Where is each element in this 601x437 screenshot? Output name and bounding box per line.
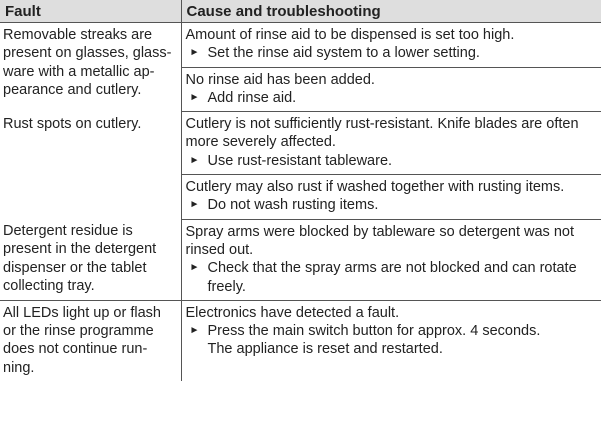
cause-text: Cutlery is not sufficiently rust-resistant. Knife blades are often more severely affected. xyxy=(185,116,579,151)
fault-cell xyxy=(0,300,181,381)
cause-text: Spray arms were blocked by tableware so detergent was not rinsed out. xyxy=(185,223,574,258)
remedy-item xyxy=(186,89,597,107)
fault-text-line: present in the detergent xyxy=(3,241,157,258)
fault-text-line: collecting tray. xyxy=(3,278,95,295)
column-header-cause: Cause and troubleshooting xyxy=(181,0,601,23)
fault-text-line: ware with a metallic ap- xyxy=(3,63,155,80)
triangle-right-icon: ► xyxy=(189,154,200,166)
cause-text: No rinse aid has been added. xyxy=(185,71,375,88)
cause-text: Electronics have detected a fault. xyxy=(185,304,400,321)
fault-text-line: pearance and cutlery. xyxy=(3,81,142,98)
triangle-right-icon: ► xyxy=(189,199,200,211)
cause-cell xyxy=(181,175,601,220)
fault-text-line: or the rinse programme xyxy=(3,323,154,340)
cause-cell xyxy=(181,23,601,68)
remedy-item xyxy=(186,322,597,359)
cause-cell xyxy=(181,67,601,112)
fault-text-line: Detergent residue is xyxy=(3,223,133,240)
cause-text: Amount of rinse aid to be dispensed is set too high. xyxy=(185,27,515,43)
fault-text-line: Rust spots on cutlery. xyxy=(3,115,142,132)
cause-cell xyxy=(181,300,601,381)
fault-text-line: does not continue run- xyxy=(3,341,148,358)
remedy-text: Press the main switch button for approx. 4 seconds. xyxy=(207,323,541,340)
table-row xyxy=(0,23,601,68)
fault-cell xyxy=(0,23,181,112)
fault-text-line: All LEDs light up or flash xyxy=(3,304,161,321)
triangle-right-icon: ► xyxy=(189,47,200,59)
fault-cell xyxy=(0,112,181,219)
fault-cell xyxy=(0,219,181,300)
table-row xyxy=(0,112,601,175)
remedy-item xyxy=(186,259,597,296)
table-header-row xyxy=(0,0,601,23)
triangle-right-icon: ► xyxy=(189,325,200,337)
remedy-text: Use rust-resistant tableware. xyxy=(207,152,393,169)
table-row xyxy=(0,300,601,381)
fault-text-line: dispenser or the tablet xyxy=(3,259,147,276)
table-row xyxy=(0,219,601,300)
remedy-text: Add rinse aid. xyxy=(207,89,297,106)
triangle-right-icon: ► xyxy=(189,262,200,274)
remedy-item xyxy=(186,152,597,170)
remedy-text: Do not wash rusting items. xyxy=(207,197,379,214)
fault-text-line: ning. xyxy=(3,359,35,376)
remedy-item xyxy=(186,44,597,62)
triangle-right-icon: ► xyxy=(189,91,200,103)
column-header-fault: Fault xyxy=(0,0,181,23)
remedy-note: The appliance is reset and restarted. xyxy=(207,341,443,358)
fault-text-line: present on glasses, glass- xyxy=(3,45,172,62)
cause-cell xyxy=(181,219,601,300)
remedy-item xyxy=(186,196,597,214)
cause-cell xyxy=(181,112,601,175)
remedy-text: Set the rinse aid system to a lower setting. xyxy=(207,45,480,62)
cause-text: Cutlery may also rust if washed together with rusting items. xyxy=(185,179,565,196)
fault-text-line: Removable streaks are xyxy=(3,27,153,43)
remedy-text: Check that the spray arms are not blocked and can rotate freely. xyxy=(207,260,577,295)
